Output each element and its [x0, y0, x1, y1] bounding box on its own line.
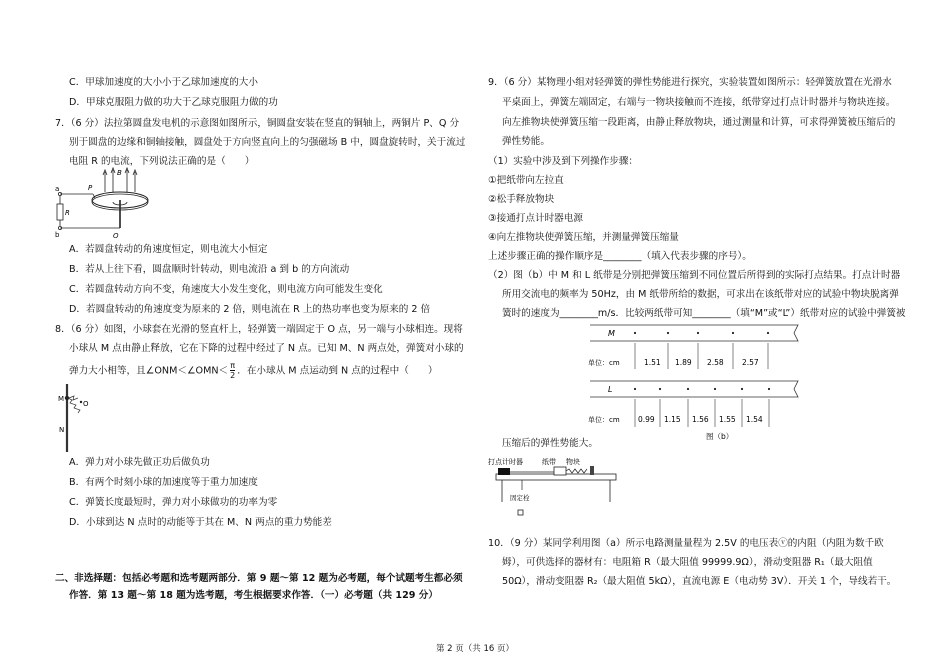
q7-option-b: B．若从上往下看，圆盘顺时针转动，则电流沿 a 到 b 的方向流动	[69, 264, 350, 275]
q7-option-a: A．若圆盘转动的角速度恒定，则电流大小恒定	[69, 244, 268, 255]
label-b: b	[55, 231, 60, 238]
label-m: M	[58, 395, 65, 403]
q10-stem-line1: 10．（9 分）某同学利用图（a）所示电路测量量程为 2.5V 的电压表ⓥ的内阻（内阻为数千欧	[488, 538, 884, 549]
label-p: P	[88, 184, 93, 192]
q9-stem-line3: 向左推物块使弹簧压缩一段距离，由静止释放物块，通过测量和计算，可求得弹簧被压缩后的	[502, 117, 896, 128]
q8-option-c: C．弹簧长度最短时，弹力对小球做功的功率为零	[69, 497, 278, 508]
q8-stem-line3: 弹力大小相等，且∠ONM＜∠OMN＜ $\frac{\pi}{2}$ ．在小球从 M 点运动到 N 点的过程中（ ）	[69, 361, 438, 380]
q10-stem-line2: 姆），可供选择的器材有：电阻箱 R（最大阻值 99999.9Ω），滑动变阻器 R₁（最大阻值	[502, 557, 873, 568]
q9-step2: ②松手释放物块	[488, 194, 555, 205]
q8-option-a: A．弹力对小球先做正功后做负功	[69, 457, 210, 468]
q9-stem-line2: 平桌面上，弹簧左端固定，右端与一物块接触而不连接，纸带穿过打点计时器并与物块连接。	[502, 97, 896, 108]
tape-m-value-0: 1.51	[644, 358, 661, 367]
q8-stem-line1: 8．（6 分）如图，小球套在光滑的竖直杆上，轻弹簧一端固定于 O 点，另一端与小球相连。现将	[55, 324, 463, 335]
tape-m-value-2: 2.58	[707, 358, 724, 367]
label-n: N	[59, 426, 65, 434]
tape-l-unit: 单位：cm	[588, 416, 620, 424]
apparatus-post-label: 固定栓	[510, 494, 530, 502]
q6-option-c: C．甲球加速度的大小小于乙球加速度的大小	[69, 77, 258, 88]
q9-sub2-line3: 簧时的速度为________m/s．比较两纸带可知________（填“M”或“L”）纸带对应的试验中弹簧被	[502, 308, 906, 319]
apparatus-timer-label: 打点计时器	[488, 458, 523, 466]
q9-step1: ①把纸带向左拉直	[488, 175, 564, 186]
tape-m-label: M	[608, 329, 615, 338]
tape-l-value-0: 0.99	[638, 415, 655, 424]
tape-l-dots	[634, 388, 770, 390]
q8-option-b: B．有两个时刻小球的加速度等于重力加速度	[69, 477, 258, 488]
tape-l-value-2: 1.56	[692, 415, 709, 424]
q9-step4: ④向左推物块使弹簧压缩，并测量弹簧压缩量	[488, 232, 679, 243]
q9-sub1: （1）实验中涉及到下列操作步骤：	[488, 156, 639, 167]
q7-stem-line2: 别于圆盘的边缘和铜轴接触，圆盘处于方向竖直向上的匀强磁场 B 中，圆盘旋转时，关于流过	[69, 137, 466, 148]
q9-sub2-line1: （2）图（b）中 M 和 L 纸带是分别把弹簧压缩到不同位置后所得到的实际打点结果。打点计时器	[488, 270, 901, 281]
tape-m-value-1: 1.89	[675, 358, 692, 367]
tape-m-unit: 单位：cm	[588, 359, 620, 367]
q7-option-c: C．若圆盘转动方向不变，角速度大小发生变化，则电流方向可能发生变化	[69, 284, 383, 295]
section2-heading-line2: 作答．第 13 题～第 18 题为选考题，考生根据要求作答．（一）必考题（共 129 分）	[69, 590, 438, 601]
q9-sub2-line4: 压缩后的弹性势能大。	[502, 438, 598, 449]
q8-option-d: D．小球到达 N 点时的动能等于其在 M、N 两点的重力势能差	[69, 517, 332, 528]
q10-stem-line3: 50Ω），滑动变阻器 R₂（最大阻值 5kΩ），直流电源 E（电动势 3V）．开关 1 个，导线若干。	[502, 576, 897, 587]
tape-figure-b	[588, 323, 808, 443]
tape-l-value-1: 1.15	[664, 415, 681, 424]
q9-order-blank: 上述步骤正确的操作顺序是________（填入代表步骤的序号）。	[488, 251, 752, 262]
q9-sub2-line2: 所用交流电的频率为 50Hz，由 M 纸带所给的数据，可求出在该纸带对应的试验中物块脱离弹	[502, 289, 899, 300]
figure-b-caption: 图（b）	[706, 432, 734, 441]
tape-m-dots	[634, 332, 769, 334]
section2-heading-line1: 二、非选择题：包括必考题和选考题两部分．第 9 题～第 12 题为必考题，每个试题考生都必须	[55, 573, 463, 584]
label-o: O	[83, 400, 89, 408]
q6-option-d: D．甲球克服阻力做的功大于乙球克服阻力做的功	[69, 97, 278, 108]
tape-l-value-3: 1.55	[719, 415, 736, 424]
apparatus-tape-label: 纸带	[542, 458, 556, 466]
apparatus-block-label: 物块	[566, 458, 580, 466]
fraction-pi-over-2: $\frac{\pi}{2}$	[230, 361, 236, 380]
label-q: Q	[113, 232, 119, 238]
tape-m-value-3: 2.57	[742, 358, 759, 367]
rod-spring-figure	[55, 382, 105, 454]
q7-stem-line3: 电阻 R 的电流，下列说法正确的是（ ）	[69, 156, 255, 167]
q9-stem-line1: 9．（6 分）某物理小组对轻弹簧的弹性势能进行探究，实验装置如图所示：轻弹簧放置在光滑水	[488, 77, 892, 88]
faraday-disk-figure	[55, 166, 165, 238]
q9-stem-line4: 弹性势能。	[502, 136, 550, 147]
tape-l-value-4: 1.54	[746, 415, 763, 424]
apparatus-figure	[488, 456, 618, 520]
q9-step3: ③接通打点计时器电源	[488, 213, 583, 224]
q8-stem-line2: 小球从 M 点由静止释放，它在下降的过程中经过了 N 点。已知 M、N 两点处，弹簧对小球的	[69, 343, 464, 354]
label-r: R	[65, 209, 70, 217]
page-footer: 第 2 页（共 16 页）	[435, 644, 515, 654]
q7-option-d: D．若圆盘转动的角速度变为原来的 2 倍，则电流在 R 上的热功率也变为原来的 2 倍	[69, 304, 431, 315]
label-a: a	[55, 185, 60, 193]
q7-stem-line1: 7．（6 分）法拉第圆盘发电机的示意图如图所示，铜圆盘安装在竖直的铜轴上，两铜片 P、Q 分	[55, 118, 460, 129]
tape-l-label: L	[608, 385, 613, 394]
label-b-field: B	[117, 169, 122, 177]
